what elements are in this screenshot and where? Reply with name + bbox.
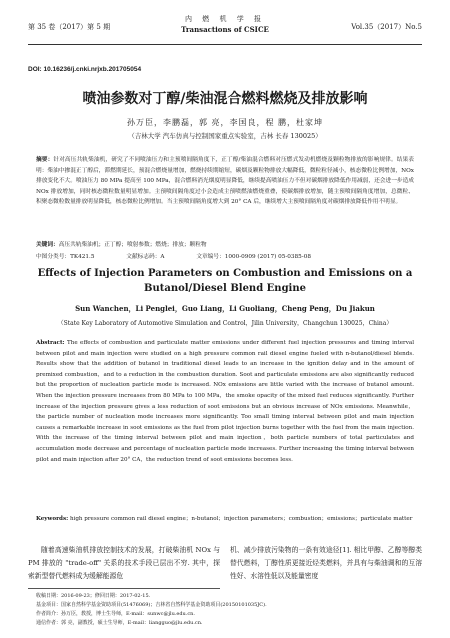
doi: DOI: 10.16236/j.cnki.nrjxb.201705054 xyxy=(28,66,142,73)
footnote-received: 收稿日期：2016-09-23；修回日期：2017-02-15. xyxy=(36,593,151,599)
paper-title-cn: 喷油参数对丁醇/柴油混合燃料燃烧及排放影响 xyxy=(82,91,368,107)
footnote-corresponding: 通信作者：郭 亮，副教授，硕士生导师，E-mail：liangguo@jlu.edu.cn. xyxy=(36,620,203,626)
article-number: 文章编号：1000-0909 (2017) 05-0385-08 xyxy=(196,254,311,260)
authors-cn: 孙万臣，李鹏磊，郭 亮，李国良，程 鹏，杜家坤 xyxy=(126,118,324,127)
keywords-en-label: Keywords: xyxy=(36,516,69,522)
journal-name-cn: 内 燃 机 学 报 xyxy=(185,15,265,23)
header-rule xyxy=(28,44,422,45)
abstract-en-label: Abstract: xyxy=(36,340,65,346)
journal-name-en: Transactions of CSICE xyxy=(181,25,269,34)
volume-issue-en: Vol.35（2017）No.5 xyxy=(351,23,422,31)
affiliation-en: （State Key Laboratory of Automotive Simulation and Control，Jilin University，Changchun 130025，China） xyxy=(57,320,393,327)
paper-title-en: Effects of Injection Parameters on Combustion and Emissions on a Butanol/Diesel Blend Engine xyxy=(37,268,413,294)
classification-cn xyxy=(36,251,341,260)
volume-issue-cn: 第 35 卷（2017）第 5 期 xyxy=(28,23,111,31)
abstract-en xyxy=(36,338,414,465)
footnote-funding: 基金项目：国家自然科学基金资助项目(51476069)；吉林省自然科学基金资助项目(20150101035JC). xyxy=(36,602,267,608)
body-column-left: 随着高速柴油机排放控制技术的发展，打破柴油机 NOx 与 PM 排放的 "trade-off" 关系的技术手段已层出不穷. 其中，探索新型替代燃料成为缓解能源危 xyxy=(28,546,220,580)
keywords-en-text: high pressure common rail diesel engine；n-butanol；injection parameters；combustion；emissions；particulate matter xyxy=(69,516,413,522)
footnote-rule xyxy=(28,588,220,589)
document-code: 文献标志码：A xyxy=(126,254,165,260)
abstract-cn-label: 摘要： xyxy=(36,157,54,163)
footnote-author-bio: 作者简介：孙万臣，教授，博士生导师，E-mail：sunwc@jlu.edu.cn. xyxy=(36,611,195,617)
footnotes xyxy=(36,592,422,628)
abstract-cn-text: 针对高压共轨柴油机，研究了不同喷油压力和主预喷间隔角度下，正丁醇/柴油混合燃料对压燃式发动机燃烧及颗粒物排放的影响规律。结果表明：柴油中掺混正丁醇后，滞燃期延长，预混合燃烧量增加，燃烧持续期缩短，碳烟及颗粒物排放大幅降低，微粒粒径减小，核态微粒比例增加，NOx 排放变化不大。喷油压力 80 MPa 提高至 100 MPa，混合燃料消光烟度明显降低，继续提高喷油压力不但对碳烟排放降低作用减弱，还会进一步造成 NOx 排放增加，同时核态微粒数量明显增加。主预喷间隔角度过小会造成主预喷燃油燃烧重叠，使碳烟排放增加，随主预喷间隔角度增加，总微粒、积聚态微粒数量排放明显降低，核态微粒比例增加。当主预喷间隔角度增大到 20° CA 后，继续增大主预喷间隔角度对碳烟排放降低作用不明显。 xyxy=(36,157,414,205)
keywords-cn-label: 关键词： xyxy=(36,242,59,248)
keywords-cn xyxy=(36,239,414,248)
keywords-en xyxy=(36,514,414,525)
running-header xyxy=(28,10,422,40)
affiliation-cn: （吉林大学 汽车仿真与控制国家重点实验室，吉林 长春 130025） xyxy=(128,132,322,140)
body-column-right: 机、减少排放污染物的一条有效途径[1]. 相比甲醇、乙醇等醇类替代燃料，丁醇性质更接近烃类燃料，并具有与柴油调和的互溶性好、水溶性低以及能量密度 xyxy=(230,546,422,580)
clc-number: 中图分类号：TK421.5 xyxy=(36,254,95,260)
abstract-cn xyxy=(36,155,414,208)
abstract-en-text: The effects of combustion and particulate matter emissions under different fuel injection pressures and timing interval between pilot and main injection were studied on a high pressure common rail diesel engine fueled with n-butanol/diesel blends. Results show that the addition of butanol in traditional diesel leads to an increase in the ignition delay and in the amount of premixed combustion，and to a reduction in the combustion duration. Soot and particulate emissions are also significantly reduced but the proportion of nucleation particle mode is increased. NOx emissions are little varied with the increase of butanol amount. When the injection pressure increases from 80 MPa to 100 MPa，the smoke opacity of the mixed fuel reduces significantly. Further increase of the injection pressure gives a less reduction of soot emissions but an obvious increase of NOx emissions. Meanwhile，the particle number of nucleation mode increases more significantly. Too small timing interval between pilot and main injection causes a remarkable increase in soot emissions as the fuel from pilot injection burns together with the fuel from the main injection. With the increase of the timing interval between pilot and main injection，both particle numbers of total particulates and accumulation mode decrease and percentage of nucleation particle mode increases. Further increasing the timing interval between pilot and main injection after 20° CA，the reduction trend of soot emissions becomes less. xyxy=(36,340,414,463)
keywords-cn-text: 高压共轨柴油机；正丁醇；喷射参数；燃烧；排放；颗粒物 xyxy=(58,242,207,248)
authors-en: Sun Wanchen，Li Penglei，Guo Liang，Li Guoliang，Cheng Peng，Du Jiakun xyxy=(75,304,375,313)
